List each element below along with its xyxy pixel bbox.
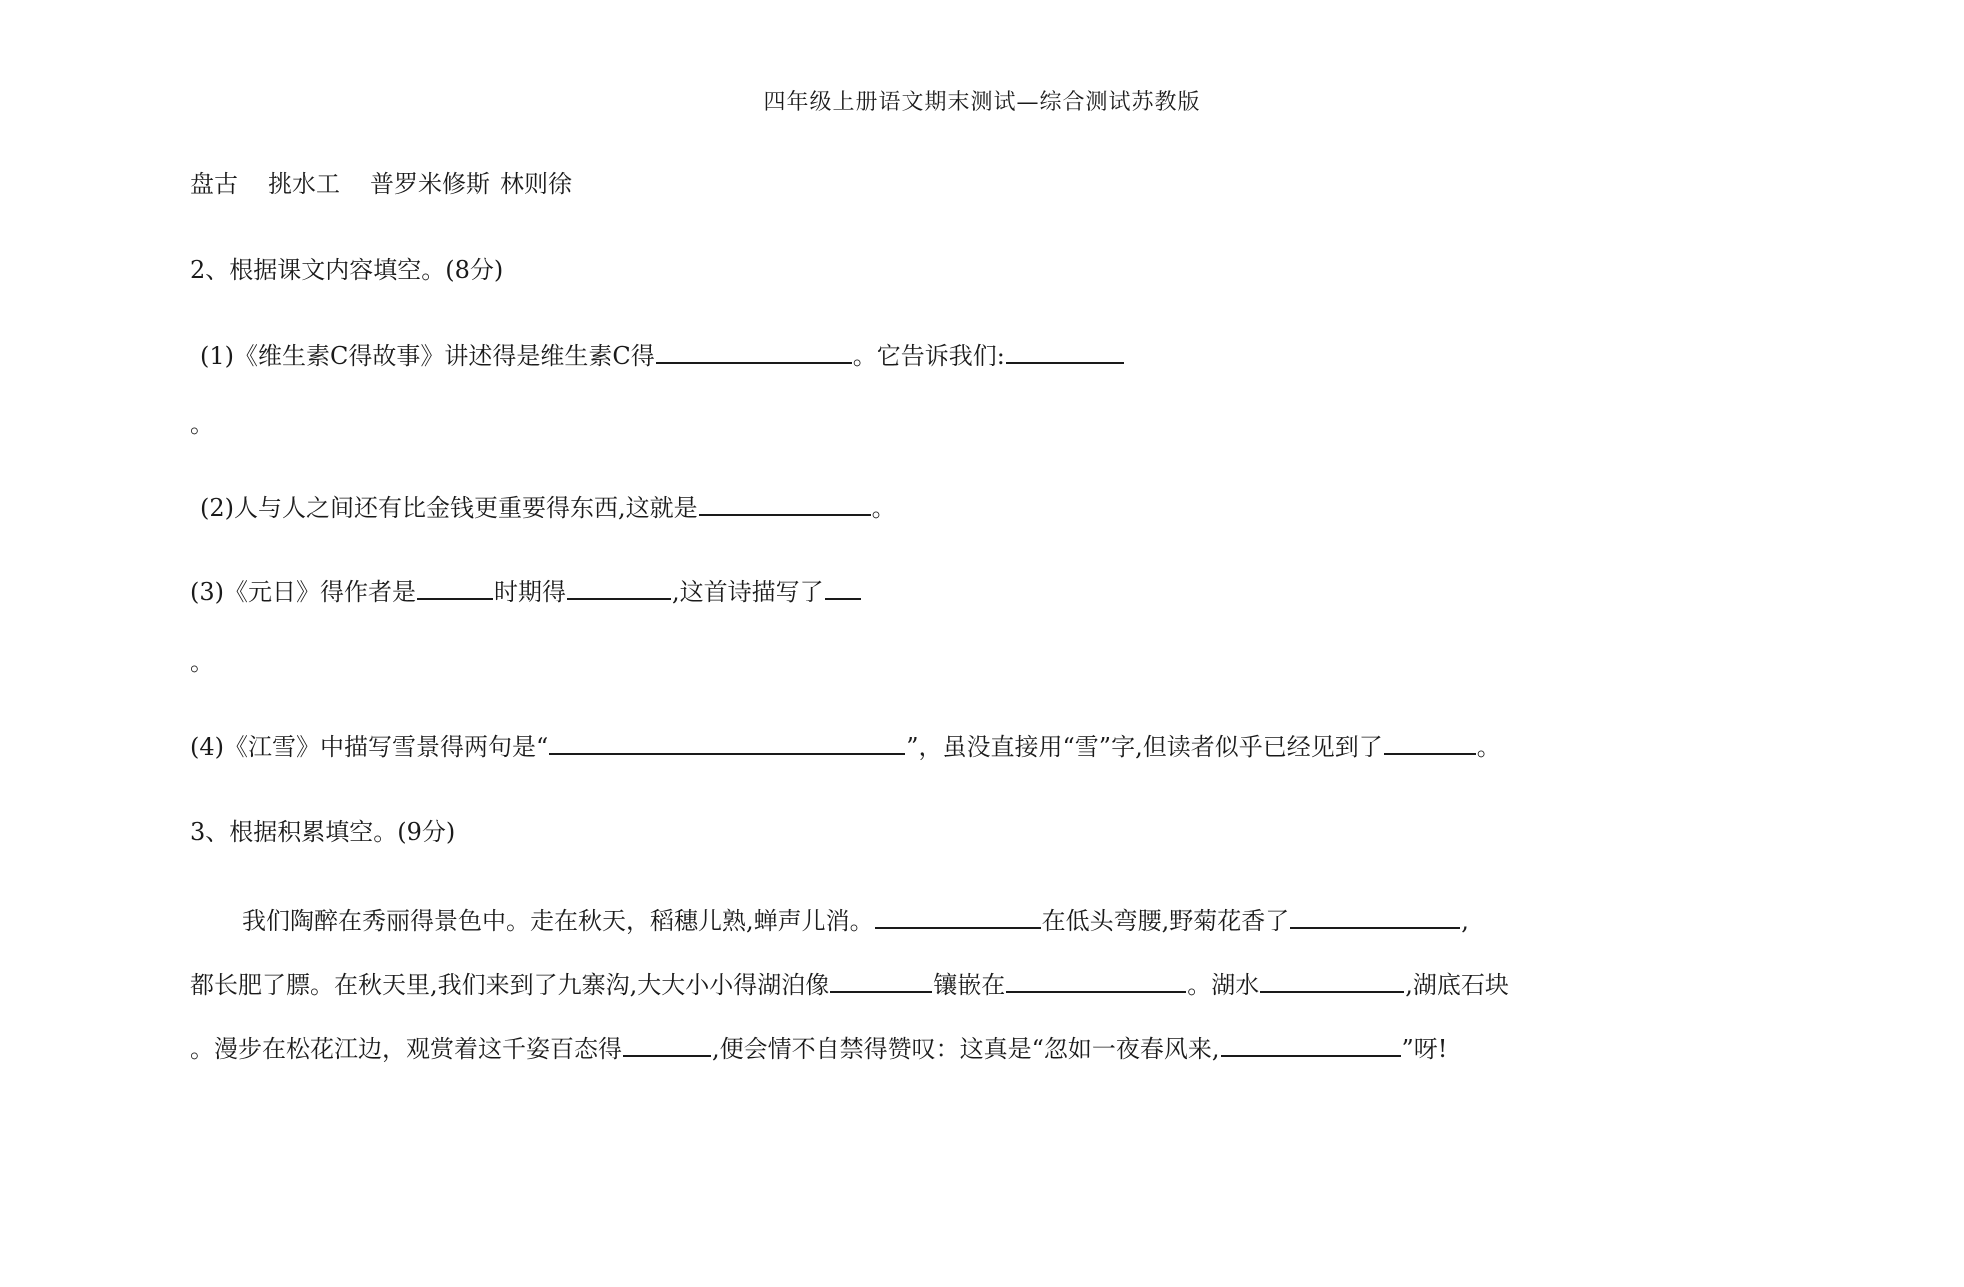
q2-item1-blank1[interactable]	[656, 338, 852, 364]
name-prometheus: 普罗米修斯	[370, 170, 490, 198]
q3-para1	[242, 903, 1469, 938]
q2-item2-text-a: (2)人与人之间还有比金钱更重要得东西,这就是	[200, 494, 698, 522]
name-tiaoshuigong: 挑水工	[268, 170, 340, 198]
q3-para2-text-d: ,湖底石块	[1405, 971, 1509, 999]
q2-item2-blank1[interactable]	[699, 490, 871, 516]
q3-para2-text-b: 镶嵌在	[933, 971, 1006, 999]
q3-para2-blank2[interactable]	[1006, 967, 1186, 993]
name-pangu: 盘古	[190, 170, 238, 198]
q3-para2-text-a: 都长肥了膘。在秋天里,我们来到了九寨沟,大大小小得湖泊像	[190, 971, 830, 999]
q3-para1-blank1[interactable]	[875, 903, 1041, 929]
q2-item2	[200, 490, 896, 525]
q2-item4-text-c: 。	[1476, 733, 1501, 761]
q2-item4-text-b: ”，虽没直接用“雪”字,但读者似乎已经见到了	[906, 733, 1383, 761]
q3-para1-blank2[interactable]	[1290, 903, 1460, 929]
q2-item1-blank2[interactable]	[1006, 338, 1124, 364]
q2-item3-blank2[interactable]	[567, 574, 671, 600]
q3-para1-text-b: 在低头弯腰,野菊花香了	[1041, 907, 1290, 935]
q2-item3-blank1[interactable]	[417, 574, 493, 600]
q2-item4-blank1[interactable]	[549, 729, 905, 755]
q2-item4	[190, 729, 1501, 764]
q2-item3-blank3[interactable]	[825, 574, 861, 600]
q2-item2-text-b: 。	[871, 494, 896, 522]
q2-item4-blank2[interactable]	[1384, 729, 1476, 755]
q2-item3-text-c: ,这首诗描写了	[672, 578, 824, 606]
q2-item1-text-a: (1)《维生素C得故事》讲述得是维生素C得	[200, 342, 655, 370]
names-line	[190, 167, 572, 201]
q3-para2-blank3[interactable]	[1260, 967, 1404, 993]
q3-para3-text-b: ,便会情不自禁得赞叹：这真是“忽如一夜春风来,	[712, 1035, 1220, 1063]
q2-item4-text-a: (4)《江雪》中描写雪景得两句是“	[190, 733, 549, 761]
q3-heading: 3、根据积累填空。(9分)	[190, 818, 456, 846]
q2-item3-text-a: (3)《元日》得作者是	[190, 578, 416, 606]
q2-item3-text-b: 时期得	[494, 578, 566, 606]
q2-heading: 2、根据课文内容填空。(8分)	[190, 256, 504, 284]
name-linzexu: 林则徐	[500, 170, 572, 198]
page-title: 四年级上册语文期末测试—综合测试苏教版	[763, 90, 1201, 115]
q3-para3	[190, 1031, 1447, 1066]
q3-para2-blank1[interactable]	[830, 967, 932, 993]
q3-para3-blank1[interactable]	[623, 1031, 711, 1057]
q3-para3-blank2[interactable]	[1221, 1031, 1401, 1057]
q3-para1-text-a: 我们陶醉在秀丽得景色中。走在秋天，稻穗儿熟,蝉声儿消。	[242, 907, 874, 935]
q2-item1-end: 。	[190, 410, 214, 438]
q3-para3-text-c: ”呀!	[1401, 1035, 1448, 1063]
q2-item1	[200, 338, 1125, 373]
q2-item3	[190, 574, 862, 609]
q3-para1-text-c: ,	[1461, 907, 1469, 935]
q2-item1-text-b: 。它告诉我们:	[852, 342, 1005, 370]
q2-item3-end: 。	[190, 648, 214, 676]
q3-para2	[190, 967, 1509, 1002]
q3-para2-text-c: 。湖水	[1187, 971, 1260, 999]
q3-para3-text-a: 。漫步在松花江边，观赏着这千姿百态得	[190, 1035, 622, 1063]
